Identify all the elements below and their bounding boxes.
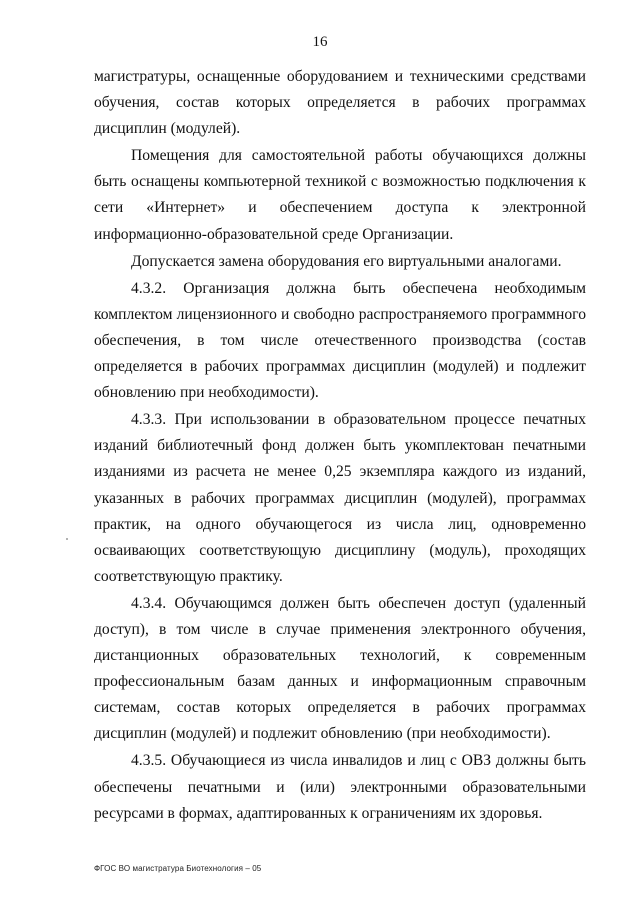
paragraph-4-3-4: 4.3.4. Обучающимся должен быть обеспечен доступ (удаленный доступ), в том числе в случае применения электронного обучения, дистанционных образовательных технологий, к современным профессиональным базам данных и информационным справочным системам, состав которых определяется в рабочих программах дисциплин (модулей) и подлежит обновлению (при необходимости). [94,594,586,743]
paragraph-4-3-3: 4.3.3. При использовании в образовательном процессе печатных изданий библиотечный фонд должен быть укомплектован печатными изданиями из расчета не менее 0,25 экземпляра каждого из изданий, указанных в рабочих программах дисциплин (модулей), программах практик, на одного обучающегося из числа лиц, одновременно осваивающих соответствующую дисциплину (модуль), проходящих соответствующую практику. [94,411,586,585]
paragraph-4-3-5: 4.3.5. Обучающиеся из числа инвалидов и лиц с ОВЗ должны быть обеспечены печатными и (или) электронными образовательными ресурсами в формах, адаптированных к ограничениям их здоровья. [94,752,586,822]
paragraph-premises: Помещения для самостоятельной работы обучающихся должны быть оснащены компьютерной техникой с возможностью подключения к сети «Интернет» и обеспечением доступа к электронной информационно-образовательной среде Организации. [94,147,586,243]
paragraph-4-3-2: 4.3.2. Организация должна быть обеспечена необходимым комплектом лицензионного и свободно распространяемого программного обеспечения, в том числе отечественного производства (состав определяется в рабочих программах дисциплин (модулей) и подлежит обновлению при необходимости). [94,279,586,402]
page-footer: ФГОС ВО магистратура Биотехнология – 05 [94,864,262,873]
paragraph-virtual-analogues: Допускается замена оборудования его виртуальными аналогами. [131,252,562,270]
document-body [94,64,586,827]
scan-speck [66,538,68,540]
page-number: 16 [312,34,328,50]
paragraph-continuation: магистратуры, оснащенные оборудованием и техническими средствами обучения, состав которых определяется в рабочих программах дисциплин (модулей). [94,68,586,138]
